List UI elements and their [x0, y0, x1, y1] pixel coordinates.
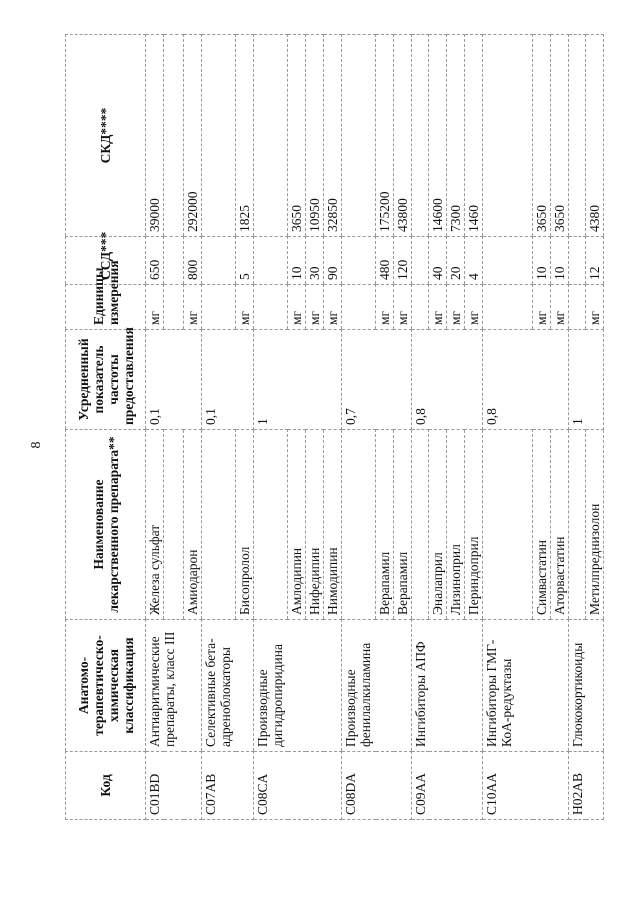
drug-name-cell: Периндоприл	[465, 430, 483, 620]
table-row	[412, 35, 429, 820]
unit-cell: мг	[306, 285, 324, 330]
table-row	[483, 35, 533, 820]
header-freq: Усредненный показатель частоты предоставления	[66, 330, 146, 430]
unit-cell: мг	[288, 285, 306, 330]
atc-cell: Селективные бета-адреноблокаторы	[202, 620, 254, 752]
drug-name-cell: Эналаприл	[429, 430, 447, 620]
ssd-cell: 480	[376, 237, 394, 285]
freq-cell: 1	[254, 330, 342, 430]
unit-cell: мг	[376, 285, 394, 330]
header-skd: СКД****	[66, 35, 146, 237]
drug-name-cell: Нифедипин	[306, 430, 324, 620]
drug-name-cell: Бисопролол	[236, 430, 254, 620]
code-cell: C08CA	[254, 752, 342, 820]
drug-name-cell: Верапамил	[394, 430, 412, 620]
atc-cell: Глюкокортикоиды	[569, 620, 604, 752]
skd-cell: 32850	[324, 35, 342, 237]
drug-name-cell: Симвастатин	[533, 430, 551, 620]
unit-cell: мг	[394, 285, 412, 330]
ssd-cell: 4	[465, 237, 483, 285]
table-row	[202, 35, 236, 820]
drug-name-cell: Метилпреднизолон	[586, 430, 604, 620]
unit-cell: мг	[429, 285, 447, 330]
unit-cell: мг	[184, 285, 202, 330]
atc-cell: Производные дигидропиридина	[254, 620, 342, 752]
table-row	[254, 35, 288, 820]
unit-cell: мг	[551, 285, 569, 330]
code-cell: H02AB	[569, 752, 604, 820]
freq-cell: 0,8	[483, 330, 569, 430]
freq-cell: 0,8	[412, 330, 483, 430]
unit-cell: мг	[465, 285, 483, 330]
atc-cell: Производные фенилалкиламина	[342, 620, 412, 752]
code-cell: C08DA	[342, 752, 412, 820]
freq-cell: 1	[569, 330, 604, 430]
drug-name-cell: Железа сульфат	[146, 430, 164, 620]
code-cell: C07AB	[202, 752, 254, 820]
skd-cell: 1460	[465, 35, 483, 237]
freq-cell: 0,1	[146, 330, 202, 430]
table-row	[146, 35, 164, 820]
ssd-cell: 800	[184, 237, 202, 285]
table-row	[342, 35, 376, 820]
drug-table	[65, 34, 604, 820]
skd-cell: 4380	[586, 35, 604, 237]
page-number: 8	[29, 441, 44, 449]
header-name: Наименование лекарственного препарата**	[66, 430, 146, 620]
ssd-cell: 10	[533, 237, 551, 285]
drug-name-cell: Лизиноприл	[447, 430, 465, 620]
ssd-cell: 10	[288, 237, 306, 285]
unit-cell: мг	[236, 285, 254, 330]
drug-name-cell: Амиодарон	[184, 430, 202, 620]
skd-cell: 10950	[306, 35, 324, 237]
skd-cell: 3650	[288, 35, 306, 237]
unit-cell: мг	[447, 285, 465, 330]
freq-cell: 0,7	[342, 330, 412, 430]
ssd-cell: 120	[394, 237, 412, 285]
ssd-cell: 10	[551, 237, 569, 285]
skd-cell: 7300	[447, 35, 465, 237]
ssd-cell: 5	[236, 237, 254, 285]
atc-cell: Ингибиторы ГМГ-КоА-редуктазы	[483, 620, 569, 752]
header-code: Код	[66, 752, 146, 820]
skd-cell: 175200	[376, 35, 394, 237]
code-cell: C01BD	[146, 752, 202, 820]
header-atc: Анатомо-терапевтическо-химическая классификация	[66, 620, 146, 752]
drug-name-cell: Амлодипин	[288, 430, 306, 620]
unit-cell: мг	[586, 285, 604, 330]
header-unit: Единицы измерения	[66, 285, 146, 330]
code-cell: C10AA	[483, 752, 569, 820]
skd-cell: 3650	[551, 35, 569, 237]
table-body	[146, 35, 604, 820]
unit-cell: мг	[324, 285, 342, 330]
skd-cell: 39000	[146, 35, 164, 237]
skd-cell: 1825	[236, 35, 254, 237]
table-wrapper	[65, 35, 602, 820]
ssd-cell: 40	[429, 237, 447, 285]
skd-cell: 43800	[394, 35, 412, 237]
atc-cell: Антиаритмические препараты, класс III	[146, 620, 202, 752]
ssd-cell: 12	[586, 237, 604, 285]
header-ssd: ССД***	[66, 237, 146, 285]
ssd-cell: 90	[324, 237, 342, 285]
freq-cell: 0,1	[202, 330, 254, 430]
skd-cell: 3650	[533, 35, 551, 237]
skd-cell: 292000	[184, 35, 202, 237]
skd-cell: 14600	[429, 35, 447, 237]
drug-name-cell: Верапамил	[376, 430, 394, 620]
unit-cell: мг	[533, 285, 551, 330]
drug-name-cell: Нимодипин	[324, 430, 342, 620]
code-cell: C09AA	[412, 752, 483, 820]
ssd-cell: 30	[306, 237, 324, 285]
unit-cell: мг	[146, 285, 164, 330]
table-row	[569, 35, 586, 820]
ssd-cell: 650	[146, 237, 164, 285]
drug-name-cell: Аторвастатин	[551, 430, 569, 620]
atc-cell: Ингибиторы АПФ	[412, 620, 483, 752]
header-row	[66, 35, 146, 820]
ssd-cell: 20	[447, 237, 465, 285]
